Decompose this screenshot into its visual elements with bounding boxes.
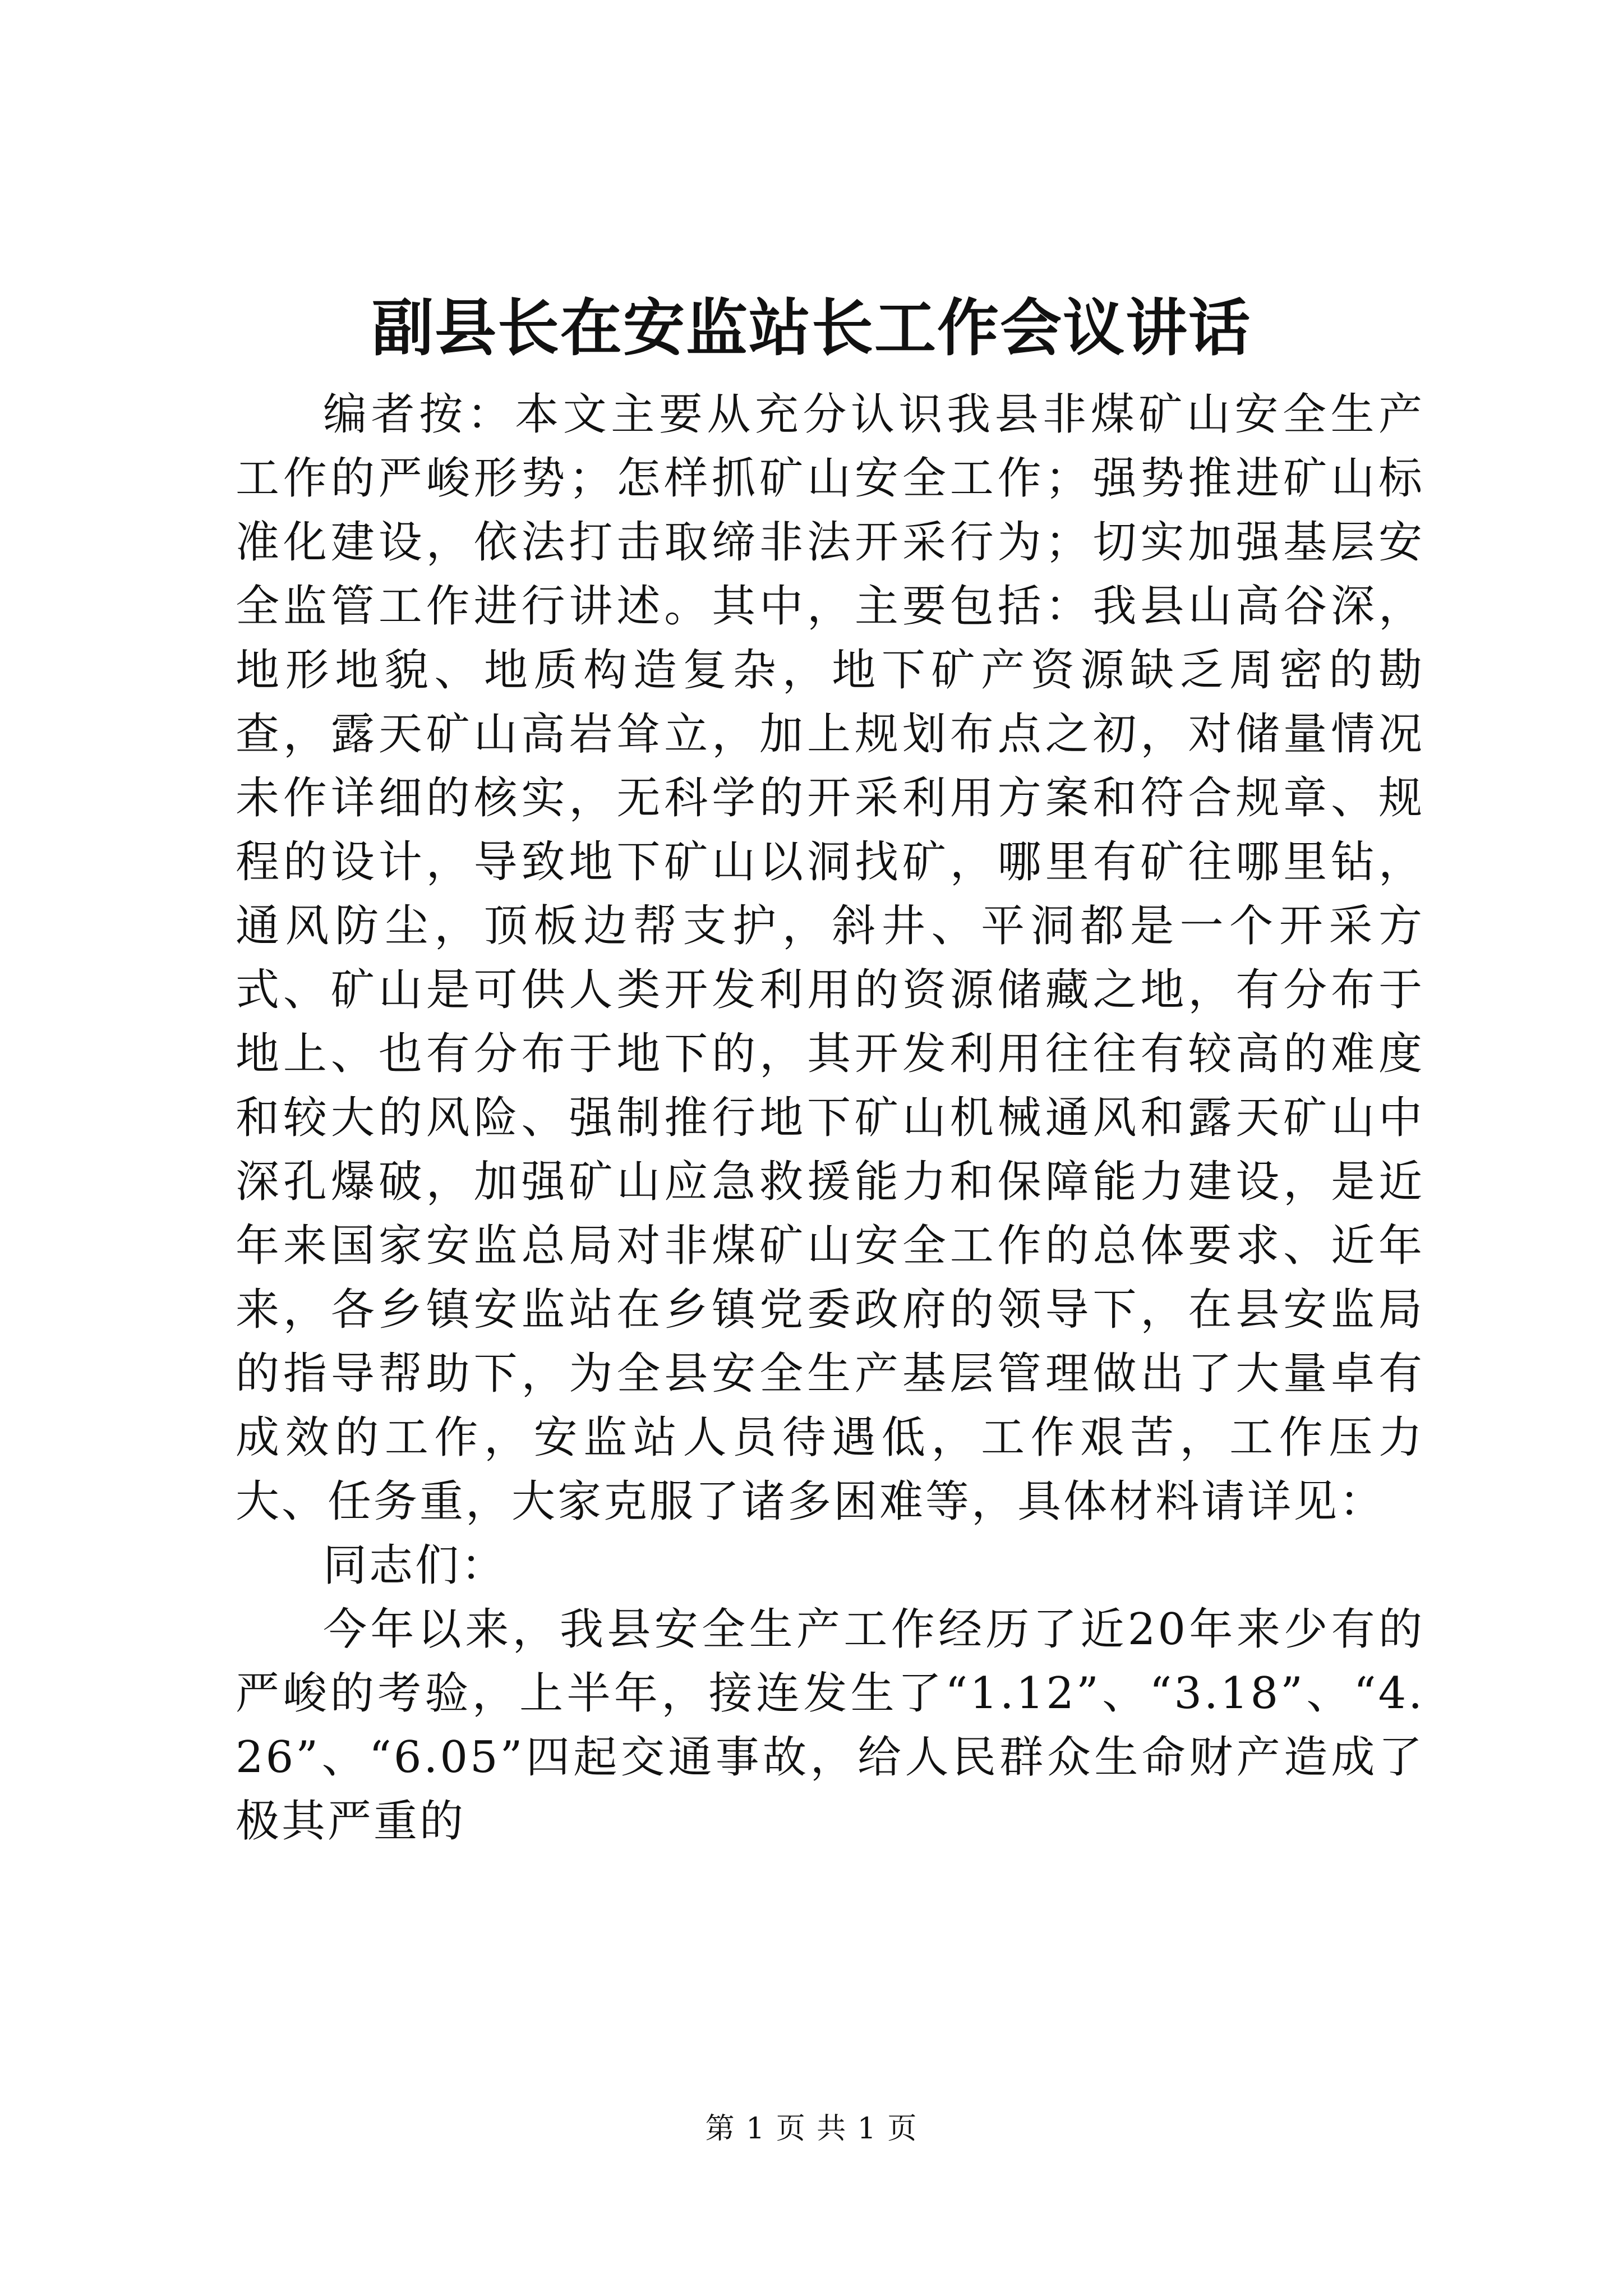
document-title: 副县长在安监站长工作会议讲话 bbox=[372, 292, 1251, 364]
speech-paragraph: 今年以来，我县安全生产工作经历了近20年来少有的严峻的考验，上半年，接连发生了“1.12”、“3.18”、“4.26”、“6.05”四起交通事故，给人民群众生命财产造成了极其严重的 bbox=[236, 1604, 1424, 1847]
page-footer: 第 1 页 共 1 页 bbox=[705, 2112, 918, 2146]
salutation-paragraph: 同志们： bbox=[323, 1540, 508, 1591]
document-body bbox=[236, 383, 1424, 1853]
editor-note-paragraph: 编者按：本文主要从充分认识我县非煤矿山安全生产工作的严峻形势；怎样抓矿山安全工作；强势推进矿山标准化建设，依法打击取缔非法开采行为；切实加强基层安全监管工作进行讲述。其中，主要包括：我县山高谷深，地形地貌、地质构造复杂，地下矿产资源缺乏周密的勘查，露天矿山高岩耸立，加上规划布点之初，对储量情况未作详细的核实，无科学的开采利用方案和符合规章、规程的设计，导致地下矿山以洞找矿，哪里有矿往哪里钻，通风防尘，顶板边帮支护，斜井、平洞都是一个开采方式、矿山是可供人类开发利用的资源储藏之地，有分布于地上、也有分布于地下的，其开发利用往往有较高的难度和较大的风险、强制推行地下矿山机械通风和露天矿山中深孔爆破，加强矿山应急救援能力和保障能力建设，是近年来国家安监总局对非煤矿山安全工作的总体要求、近年来，各乡镇安监站在乡镇党委政府的领导下，在县安监局的指导帮助下，为全县安全生产基层管理做出了大量卓有成效的工作，安监站人员待遇低，工作艰苦，工作压力大、任务重，大家克服了诸多困难等，具体材料请详见： bbox=[236, 389, 1424, 1527]
